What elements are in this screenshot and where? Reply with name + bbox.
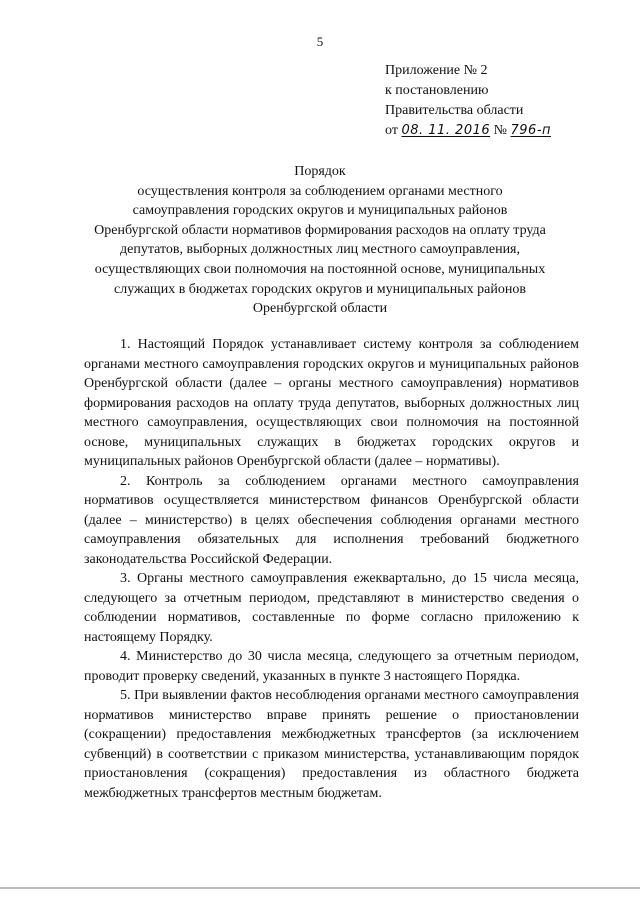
- handwritten-number: 796-п: [510, 123, 552, 138]
- document-body: [84, 335, 579, 803]
- document-title: [60, 162, 580, 319]
- page-number: 5: [316, 34, 324, 49]
- title-line: депутатов, выборных должностных лиц местного самоуправления,: [119, 242, 520, 258]
- appendix-resolution-label: к постановлению: [385, 83, 489, 98]
- scan-edge-line: [0, 887, 640, 889]
- paragraph-2: 2. Контроль за соблюдением органами местного самоуправления нормативов осуществляется министерством финансов Оренбургской области (далее – министерство) в целях обеспечения соблюдения органами местного самоуправления обязательных для исполнения требований бюджетного законодательства Российской Федерации.: [84, 473, 579, 567]
- title-line: осуществляющих свои полномочия на постоянной основе, муниципальных: [94, 261, 546, 277]
- paragraph-1: 1. Настоящий Порядок устанавливает систему контроля за соблюдением органами местного самоуправления городских округов и муниципальных районов Оренбургской области (далее – органы местного самоуправления) нормативов формирования расходов на оплату труда депутатов, выборных должностных лиц местного самоуправления, осуществляющих свои полномочия на постоянной основе, муниципальных служащих в бюджетах городских округов и муниципальных районов Оренбургской области (далее – нормативы).: [84, 337, 579, 469]
- title-line: Оренбургской области: [252, 301, 388, 317]
- title-line: самоуправления городских округов и муниципальных районов: [132, 203, 508, 219]
- title-line: Оренбургской области нормативов формирования расходов на оплату труда: [94, 222, 546, 238]
- title-line: служащих в бюджетах городских округов и муниципальных районов: [114, 281, 526, 297]
- from-label: от: [385, 123, 398, 138]
- appendix-block: [385, 61, 551, 141]
- appendix-date-line: [385, 121, 551, 141]
- paragraph-5: 5. При выявлении фактов несоблюдения органами местного самоуправления нормативов министерство вправе принять решение о приостановлении (сокращении) предоставления межбюджетных трансфертов (за исключением субвенций) в соответствии с приказом министерства, устанавливающим порядок приостановления (сокращения) предоставления из областного бюджета межбюджетных трансфертов местным бюджетам.: [84, 688, 579, 801]
- paragraph-3: 3. Органы местного самоуправления ежеквартально, до 15 числа месяца, следующего за отчетным периодом, представляют в министерство сведения о соблюдении нормативов, составленные по форме согласно приложению к настоящему Порядку.: [84, 571, 579, 645]
- title-line: Порядок: [294, 164, 346, 179]
- number-label: №: [493, 123, 507, 138]
- appendix-title: Приложение № 2: [385, 63, 488, 78]
- title-line: осуществления контроля за соблюдением органами местного: [137, 183, 503, 199]
- appendix-government-label: Правительства области: [385, 103, 524, 118]
- handwritten-date: 08. 11. 2016: [401, 123, 491, 138]
- paragraph-4: 4. Министерство до 30 числа месяца, следующего за отчетным периодом, проводит проверку сведений, указанных в пункте 3 настоящего Порядка.: [84, 649, 579, 684]
